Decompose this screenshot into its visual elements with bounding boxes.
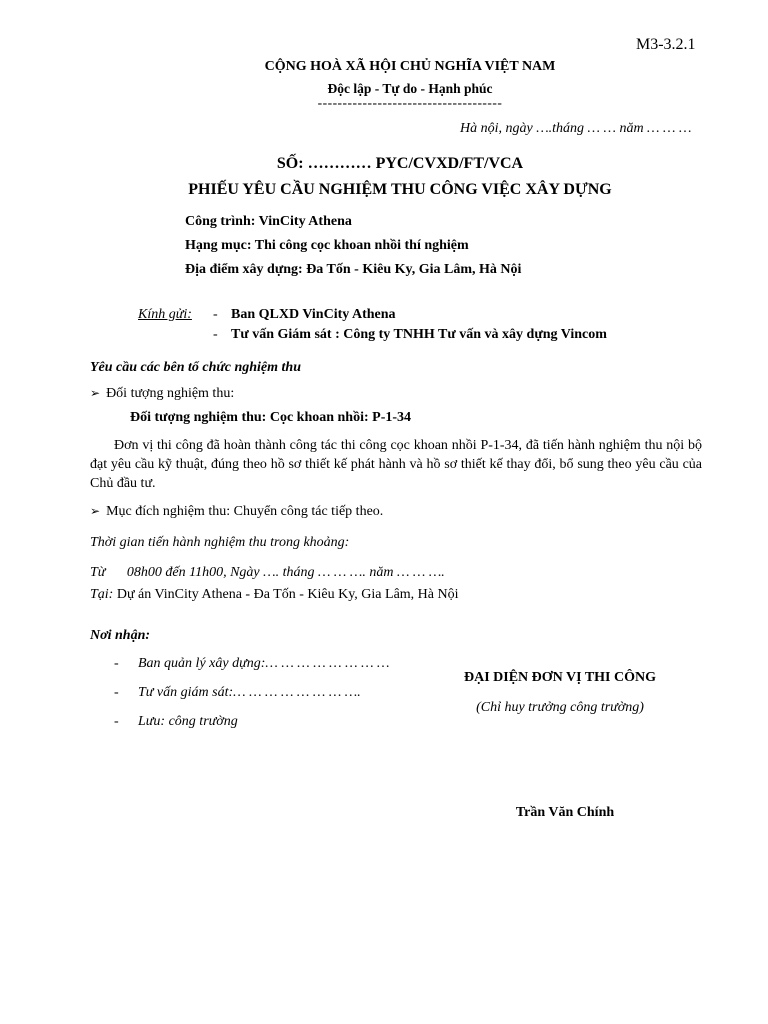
national-motto: Độc lập - Tự do - Hạnh phúc — [327, 81, 493, 96]
motto-divider: ------------------------------------- — [317, 95, 503, 110]
completion-paragraph: Đơn vị thi công đã hoàn thành công tác thi công cọc khoan nhồi P-1-34, đã tiến hành nghiệm thu nội bộ đạt yêu cầu kỹ thuật, đúng theo hồ sơ thiết kế phát hành và hồ sơ thiết kế thay đổi, bổ sung theo yêu cầu của Chủ đầu tư. — [90, 438, 702, 491]
receiver-dash-2: - — [114, 685, 119, 700]
receiver-dash-1: - — [114, 656, 119, 671]
object-bullet — [90, 386, 234, 402]
signature-organization: ĐẠI DIỆN ĐƠN VỊ THI CÔNG — [463, 670, 656, 685]
construction-location: Địa điểm xây dựng: Đa Tốn - Kiêu Ky, Gia Lâm, Hà Nội — [185, 262, 522, 277]
place-date: Hà nội, ngày ….tháng … … năm … … … — [460, 121, 692, 136]
receiver-2: Tư vấn giám sát:… … … … … … … …. — [138, 685, 361, 700]
signatory-name: Trần Văn Chính — [515, 805, 615, 820]
receivers-heading: Nơi nhận: — [90, 628, 151, 643]
document-code: M3-3.2.1 — [636, 36, 696, 53]
pile-code: P-1-34 — [372, 410, 412, 425]
document-number: SỐ: ………… PYC/CVXD/FT/VCA — [276, 155, 524, 172]
document-title: PHIẾU YÊU CẦU NGHIỆM THU CÔNG VIỆC XÂY DỰNG — [188, 181, 612, 198]
recipient-dash-1: - — [213, 307, 218, 322]
recipient-dash-2: - — [213, 327, 218, 342]
signature-role: (Chỉ huy trưởng công trường) — [476, 700, 644, 715]
recipients-label: Kính gửi: — [138, 307, 192, 322]
object-detail — [130, 410, 411, 426]
project-name: Công trình: VinCity Athena — [185, 214, 352, 229]
time-range-value: 08h00 đến 11h00, Ngày …. tháng … … …. năm … … …. — [126, 565, 445, 580]
purpose-bullet — [90, 504, 383, 520]
receiver-dash-3: - — [114, 714, 119, 729]
request-heading: Yêu cầu các bên tổ chức nghiệm thu — [90, 360, 301, 375]
inspection-location: Dự án VinCity Athena - Đa Tốn - Kiêu Ky, Gia Lâm, Hà Nội — [116, 587, 459, 602]
location-line — [90, 587, 459, 603]
country-name: CỘNG HOÀ XÃ HỘI CHỦ NGHĨA VIỆT NAM — [264, 59, 556, 74]
time-range — [90, 565, 445, 581]
object-detail-label: Đối tượng nghiệm thu: Cọc khoan nhồi: — [130, 410, 369, 425]
at-label: Tại: — [90, 587, 114, 602]
arrow-bullet-icon: ➢ — [90, 386, 101, 400]
recipient-1: Ban QLXD VinCity Athena — [231, 307, 396, 322]
receiver-1: Ban quản lý xây dựng:… … … … … … … … — [138, 656, 390, 671]
work-item: Hạng mục: Thi công cọc khoan nhồi thí nghiệm — [185, 238, 469, 253]
from-label: Từ — [90, 565, 106, 580]
recipient-2: Tư vấn Giám sát : Công ty TNHH Tư vấn và xây dựng Vincom — [231, 327, 607, 342]
time-heading: Thời gian tiến hành nghiệm thu trong khoảng: — [90, 535, 350, 550]
arrow-bullet-icon: ➢ — [90, 504, 101, 518]
object-label: Đối tượng nghiệm thu: — [106, 386, 235, 401]
purpose-text: Mục đích nghiệm thu: Chuyển công tác tiếp theo. — [106, 504, 384, 519]
receiver-3: Lưu: công trường — [138, 714, 238, 729]
